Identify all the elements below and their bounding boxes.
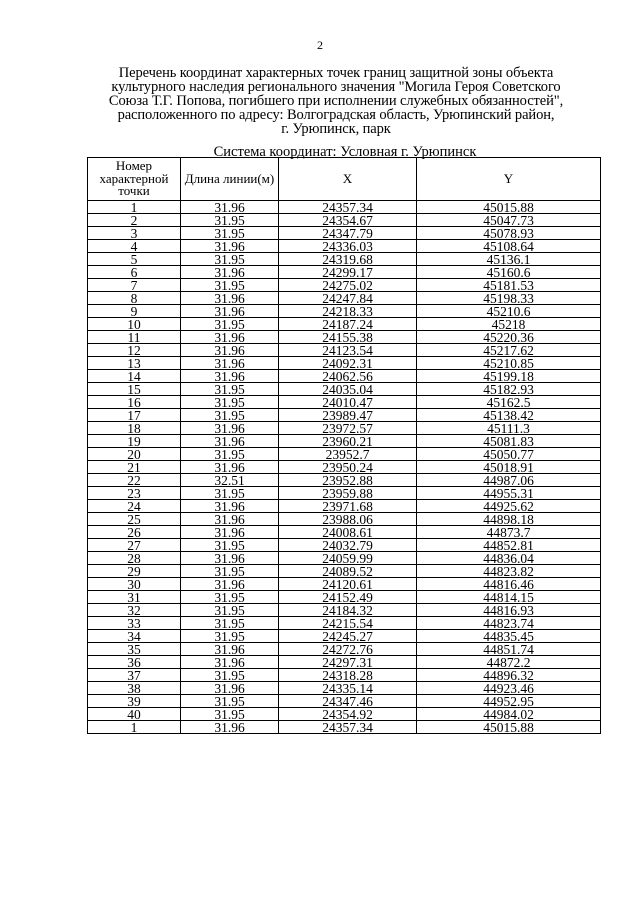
table-row: [88, 305, 601, 318]
cell-line-length: 31.96: [181, 500, 279, 513]
cell-point-number: 15: [88, 383, 181, 396]
cell-x: 24335.14: [279, 682, 417, 695]
cell-x: 23960.21: [279, 435, 417, 448]
cell-line-length: 31.96: [181, 292, 279, 305]
cell-point-number: 12: [88, 344, 181, 357]
cell-y: 45162.5: [417, 396, 601, 409]
cell-y: 44984.02: [417, 708, 601, 721]
title-line: культурного наследия регионального значения "Могила Героя Советского: [111, 79, 561, 95]
table-row: [88, 565, 601, 578]
document-title: [80, 66, 592, 136]
cell-line-length: 31.96: [181, 370, 279, 383]
cell-point-number: 9: [88, 305, 181, 318]
cell-point-number: 8: [88, 292, 181, 305]
table-row: [88, 422, 601, 435]
table-row: [88, 383, 601, 396]
table-row: [88, 357, 601, 370]
table-row: [88, 500, 601, 513]
table-row: [88, 344, 601, 357]
header-point-number: Номер характерной точки: [88, 158, 181, 201]
cell-y: 45136.1: [417, 253, 601, 266]
cell-line-length: 31.95: [181, 591, 279, 604]
cell-line-length: 31.96: [181, 526, 279, 539]
cell-y: 45160.6: [417, 266, 601, 279]
cell-point-number: 10: [88, 318, 181, 331]
cell-line-length: 31.96: [181, 331, 279, 344]
cell-x: 24247.84: [279, 292, 417, 305]
cell-line-length: 31.96: [181, 344, 279, 357]
cell-point-number: 26: [88, 526, 181, 539]
cell-y: 44851.74: [417, 643, 601, 656]
cell-line-length: 31.95: [181, 396, 279, 409]
cell-y: 44898.18: [417, 513, 601, 526]
table-row: [88, 370, 601, 383]
table-row: [88, 656, 601, 669]
table-row: [88, 448, 601, 461]
cell-x: 24272.76: [279, 643, 417, 656]
cell-point-number: 4: [88, 240, 181, 253]
header-line-length: Длина линии(м): [181, 158, 279, 201]
cell-point-number: 21: [88, 461, 181, 474]
cell-y: 44852.81: [417, 539, 601, 552]
cell-y: 45018.91: [417, 461, 601, 474]
cell-y: 45210.6: [417, 305, 601, 318]
cell-point-number: 23: [88, 487, 181, 500]
cell-line-length: 31.95: [181, 565, 279, 578]
cell-y: 45138.42: [417, 409, 601, 422]
table-row: [88, 487, 601, 500]
cell-x: 24059.99: [279, 552, 417, 565]
cell-point-number: 19: [88, 435, 181, 448]
cell-y: 45111.3: [417, 422, 601, 435]
table-row: [88, 643, 601, 656]
cell-x: 24297.31: [279, 656, 417, 669]
cell-x: 24215.54: [279, 617, 417, 630]
cell-x: 24354.67: [279, 214, 417, 227]
cell-x: 24299.17: [279, 266, 417, 279]
cell-line-length: 31.95: [181, 214, 279, 227]
table-row: [88, 539, 601, 552]
cell-x: 23952.7: [279, 448, 417, 461]
cell-x: 24318.28: [279, 669, 417, 682]
cell-y: 44955.31: [417, 487, 601, 500]
table-row: [88, 591, 601, 604]
cell-line-length: 31.95: [181, 604, 279, 617]
table-row: [88, 617, 601, 630]
cell-x: 24184.32: [279, 604, 417, 617]
table-row: [88, 331, 601, 344]
cell-line-length: 31.96: [181, 435, 279, 448]
table-row: [88, 669, 601, 682]
cell-x: 24347.46: [279, 695, 417, 708]
cell-point-number: 25: [88, 513, 181, 526]
cell-point-number: 27: [88, 539, 181, 552]
table-row: [88, 266, 601, 279]
cell-y: 45015.88: [417, 721, 601, 734]
cell-y: 44836.04: [417, 552, 601, 565]
cell-x: 24319.68: [279, 253, 417, 266]
cell-y: 44816.93: [417, 604, 601, 617]
cell-y: 45108.64: [417, 240, 601, 253]
cell-line-length: 31.96: [181, 201, 279, 214]
cell-y: 44952.95: [417, 695, 601, 708]
cell-y: 44925.62: [417, 500, 601, 513]
cell-y: 44823.82: [417, 565, 601, 578]
title-line: г. Урюпинск, парк: [281, 121, 391, 137]
cell-line-length: 31.95: [181, 409, 279, 422]
page-number: 2: [317, 38, 323, 52]
table-row: [88, 227, 601, 240]
title-line: Союза Т.Г. Попова, погибшего при исполнении служебных обязанностей",: [108, 93, 564, 109]
table-row: [88, 318, 601, 331]
coordinates-table: [87, 157, 601, 734]
cell-line-length: 31.95: [181, 227, 279, 240]
cell-y: 44923.46: [417, 682, 601, 695]
cell-y: 44835.45: [417, 630, 601, 643]
table-row: [88, 604, 601, 617]
cell-x: 24120.61: [279, 578, 417, 591]
cell-y: 44872.2: [417, 656, 601, 669]
table-row: [88, 513, 601, 526]
cell-x: 23972.57: [279, 422, 417, 435]
cell-point-number: 40: [88, 708, 181, 721]
table-row: [88, 461, 601, 474]
cell-y: 45217.62: [417, 344, 601, 357]
cell-x: 24187.24: [279, 318, 417, 331]
cell-point-number: 16: [88, 396, 181, 409]
cell-line-length: 31.95: [181, 630, 279, 643]
cell-line-length: 31.96: [181, 552, 279, 565]
cell-line-length: 31.95: [181, 539, 279, 552]
cell-line-length: 31.96: [181, 240, 279, 253]
cell-point-number: 17: [88, 409, 181, 422]
cell-y: 45078.93: [417, 227, 601, 240]
table-row: [88, 396, 601, 409]
cell-x: 23971.68: [279, 500, 417, 513]
cell-x: 24089.52: [279, 565, 417, 578]
table-row: [88, 435, 601, 448]
cell-point-number: 29: [88, 565, 181, 578]
cell-y: 45050.77: [417, 448, 601, 461]
cell-point-number: 22: [88, 474, 181, 487]
cell-point-number: 13: [88, 357, 181, 370]
cell-point-number: 1: [88, 721, 181, 734]
cell-point-number: 31: [88, 591, 181, 604]
cell-x: 24062.56: [279, 370, 417, 383]
coordinate-system-label: Система координат: Условная г. Урюпинск: [213, 144, 477, 160]
cell-y: 45220.36: [417, 331, 601, 344]
cell-line-length: 31.96: [181, 266, 279, 279]
cell-line-length: 31.96: [181, 682, 279, 695]
cell-y: 44814.15: [417, 591, 601, 604]
cell-line-length: 31.96: [181, 422, 279, 435]
table-row: [88, 409, 601, 422]
table-row: [88, 526, 601, 539]
cell-x: 24354.92: [279, 708, 417, 721]
table-row: [88, 279, 601, 292]
cell-point-number: 1: [88, 201, 181, 214]
cell-y: 44816.46: [417, 578, 601, 591]
table-row: [88, 474, 601, 487]
title-line: Перечень координат характерных точек границ защитной зоны объекта: [118, 65, 554, 81]
cell-point-number: 24: [88, 500, 181, 513]
cell-x: 24275.02: [279, 279, 417, 292]
cell-line-length: 31.95: [181, 617, 279, 630]
table-row: [88, 721, 601, 734]
cell-x: 23952.88: [279, 474, 417, 487]
table-row: [88, 578, 601, 591]
cell-point-number: 36: [88, 656, 181, 669]
cell-line-length: 31.96: [181, 578, 279, 591]
cell-line-length: 31.95: [181, 383, 279, 396]
cell-y: 44873.7: [417, 526, 601, 539]
table-header-row: [88, 158, 601, 201]
cell-x: 24032.79: [279, 539, 417, 552]
cell-point-number: 38: [88, 682, 181, 695]
cell-line-length: 31.95: [181, 669, 279, 682]
table-row: [88, 682, 601, 695]
cell-x: 24347.79: [279, 227, 417, 240]
cell-line-length: 31.95: [181, 487, 279, 500]
cell-y: 45081.83: [417, 435, 601, 448]
header-y: Y: [417, 158, 601, 201]
table-row: [88, 292, 601, 305]
cell-y: 45210.85: [417, 357, 601, 370]
cell-point-number: 30: [88, 578, 181, 591]
cell-line-length: 31.96: [181, 643, 279, 656]
cell-point-number: 2: [88, 214, 181, 227]
cell-point-number: 39: [88, 695, 181, 708]
table-body: [88, 201, 601, 734]
cell-y: 45181.53: [417, 279, 601, 292]
cell-point-number: 18: [88, 422, 181, 435]
cell-point-number: 7: [88, 279, 181, 292]
cell-y: 44823.74: [417, 617, 601, 630]
cell-point-number: 33: [88, 617, 181, 630]
cell-x: 23959.88: [279, 487, 417, 500]
cell-y: 45198.33: [417, 292, 601, 305]
cell-line-length: 32.51: [181, 474, 279, 487]
cell-x: 24123.54: [279, 344, 417, 357]
cell-line-length: 31.95: [181, 695, 279, 708]
cell-line-length: 31.95: [181, 253, 279, 266]
cell-line-length: 31.96: [181, 461, 279, 474]
cell-x: 23950.24: [279, 461, 417, 474]
title-line: расположенного по адресу: Волгоградская область, Урюпинский район,: [117, 107, 555, 123]
cell-x: 24010.47: [279, 396, 417, 409]
cell-x: 24357.34: [279, 721, 417, 734]
cell-line-length: 31.95: [181, 279, 279, 292]
cell-point-number: 20: [88, 448, 181, 461]
cell-point-number: 34: [88, 630, 181, 643]
cell-point-number: 6: [88, 266, 181, 279]
cell-line-length: 31.96: [181, 656, 279, 669]
cell-x: 24008.61: [279, 526, 417, 539]
table-row: [88, 253, 601, 266]
cell-y: 45015.88: [417, 201, 601, 214]
cell-point-number: 37: [88, 669, 181, 682]
table-row: [88, 214, 601, 227]
cell-point-number: 35: [88, 643, 181, 656]
header-x: X: [279, 158, 417, 201]
cell-y: 45218: [417, 318, 601, 331]
cell-x: 24155.38: [279, 331, 417, 344]
cell-point-number: 14: [88, 370, 181, 383]
cell-x: 23988.06: [279, 513, 417, 526]
cell-line-length: 31.95: [181, 318, 279, 331]
cell-x: 24035.04: [279, 383, 417, 396]
table-row: [88, 695, 601, 708]
table-row: [88, 201, 601, 214]
cell-line-length: 31.96: [181, 721, 279, 734]
cell-line-length: 31.96: [181, 357, 279, 370]
cell-x: 24152.49: [279, 591, 417, 604]
cell-point-number: 28: [88, 552, 181, 565]
cell-point-number: 32: [88, 604, 181, 617]
cell-point-number: 5: [88, 253, 181, 266]
cell-y: 44896.32: [417, 669, 601, 682]
cell-y: 45199.18: [417, 370, 601, 383]
cell-point-number: 11: [88, 331, 181, 344]
cell-line-length: 31.96: [181, 513, 279, 526]
cell-point-number: 3: [88, 227, 181, 240]
table-row: [88, 552, 601, 565]
table-row: [88, 240, 601, 253]
cell-line-length: 31.96: [181, 305, 279, 318]
cell-y: 44987.06: [417, 474, 601, 487]
table-row: [88, 630, 601, 643]
cell-y: 45047.73: [417, 214, 601, 227]
cell-x: 24218.33: [279, 305, 417, 318]
cell-x: 24245.27: [279, 630, 417, 643]
cell-line-length: 31.95: [181, 448, 279, 461]
cell-x: 24092.31: [279, 357, 417, 370]
cell-y: 45182.93: [417, 383, 601, 396]
cell-x: 23989.47: [279, 409, 417, 422]
cell-line-length: 31.95: [181, 708, 279, 721]
cell-x: 24357.34: [279, 201, 417, 214]
cell-x: 24336.03: [279, 240, 417, 253]
table-row: [88, 708, 601, 721]
